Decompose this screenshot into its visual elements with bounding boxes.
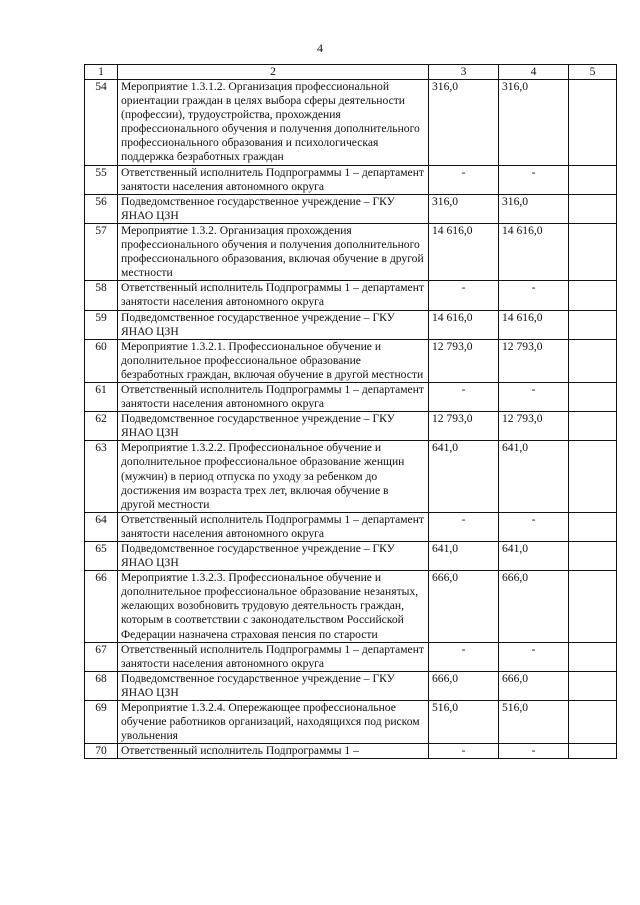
row-number: 62 [85,412,118,441]
row-value-col5 [569,441,617,512]
table-row [85,671,617,700]
row-value-col4: 666,0 [499,671,569,700]
row-description: Ответственный исполнитель Подпрограммы 1 – департамент занятости населения автономного округа [118,512,429,541]
row-value-col5 [569,701,617,744]
page-number: 4 [317,41,323,55]
row-value-col4: 14 616,0 [499,310,569,339]
table-row [85,542,617,571]
table-row [85,80,617,166]
row-value-col4: - [499,165,569,194]
row-number: 59 [85,310,118,339]
header-cell-5: 5 [569,65,617,80]
row-value-col5 [569,412,617,441]
row-value-col5 [569,194,617,223]
row-value-col5 [569,80,617,166]
row-value-col3: 12 793,0 [429,339,499,382]
row-value-col3: 666,0 [429,571,499,642]
row-value-col3: - [429,281,499,310]
row-value-col5 [569,512,617,541]
row-description: Мероприятие 1.3.2.4. Опережающее профессиональное обучение работников организаций, находящихся под риском увольнения [118,701,429,744]
row-number: 65 [85,542,118,571]
row-number: 68 [85,671,118,700]
header-row [85,65,617,80]
row-description: Мероприятие 1.3.2. Организация прохождения профессионального обучения и получения дополнительного профессионального образования, включая обучение в другой местности [118,223,429,280]
row-number: 66 [85,571,118,642]
row-number: 70 [85,744,118,759]
row-value-col3: 641,0 [429,542,499,571]
table-row [85,281,617,310]
table-row [85,412,617,441]
table-row [85,744,617,759]
row-number: 67 [85,642,118,671]
row-description: Ответственный исполнитель Подпрограммы 1 – департамент занятости населения автономного округа [118,382,429,411]
row-value-col5 [569,642,617,671]
row-number: 57 [85,223,118,280]
row-value-col4: 641,0 [499,441,569,512]
row-description: Подведомственное государственное учреждение – ГКУ ЯНАО ЦЗН [118,194,429,223]
row-value-col3: 316,0 [429,194,499,223]
row-value-col3: - [429,382,499,411]
row-value-col3: 516,0 [429,701,499,744]
header-cell-1: 1 [85,65,118,80]
table-row [85,512,617,541]
row-description: Подведомственное государственное учреждение – ГКУ ЯНАО ЦЗН [118,412,429,441]
table-body [85,80,617,759]
row-value-col5 [569,165,617,194]
header-cell-2: 2 [118,65,429,80]
row-value-col3: 12 793,0 [429,412,499,441]
row-value-col3: 14 616,0 [429,310,499,339]
row-value-col4: - [499,744,569,759]
row-number: 58 [85,281,118,310]
row-value-col4: 316,0 [499,194,569,223]
row-value-col5 [569,542,617,571]
row-value-col4: 12 793,0 [499,339,569,382]
row-value-col3: - [429,165,499,194]
row-value-col4: - [499,642,569,671]
table-row [85,310,617,339]
row-number: 69 [85,701,118,744]
row-description: Мероприятие 1.3.2.1. Профессиональное обучение и дополнительное профессиональное образование безработных граждан, включая обучение в другой местности [118,339,429,382]
row-number: 56 [85,194,118,223]
row-description: Ответственный исполнитель Подпрограммы 1 – департамент занятости населения автономного округа [118,642,429,671]
row-value-col4: 316,0 [499,80,569,166]
table-row [85,571,617,642]
row-value-col4: - [499,281,569,310]
row-value-col5 [569,223,617,280]
row-value-col5 [569,310,617,339]
row-description: Подведомственное государственное учреждение – ГКУ ЯНАО ЦЗН [118,310,429,339]
row-value-col3: - [429,744,499,759]
row-description: Подведомственное государственное учреждение – ГКУ ЯНАО ЦЗН [118,671,429,700]
row-value-col3: 14 616,0 [429,223,499,280]
row-number: 64 [85,512,118,541]
row-value-col3: 641,0 [429,441,499,512]
row-value-col5 [569,382,617,411]
table-row [85,382,617,411]
row-description: Ответственный исполнитель Подпрограммы 1 – [118,744,429,759]
row-value-col5 [569,339,617,382]
table-row [85,441,617,512]
budget-table [84,64,617,759]
table-row [85,223,617,280]
table-row [85,642,617,671]
row-value-col3: 316,0 [429,80,499,166]
header-cell-3: 3 [429,65,499,80]
row-description: Мероприятие 1.3.2.2. Профессиональное обучение и дополнительное профессиональное образование женщин (мужчин) в период отпуска по уходу за ребенком до достижения им возраста трех лет, включая обучение в другой местности [118,441,429,512]
row-value-col5 [569,571,617,642]
header-cell-4: 4 [499,65,569,80]
row-value-col3: 666,0 [429,671,499,700]
row-number: 63 [85,441,118,512]
row-value-col4: - [499,382,569,411]
row-value-col5 [569,281,617,310]
row-value-col5 [569,671,617,700]
row-value-col3: - [429,512,499,541]
row-number: 60 [85,339,118,382]
row-value-col5 [569,744,617,759]
table-row [85,165,617,194]
row-number: 54 [85,80,118,166]
row-description: Мероприятие 1.3.2.3. Профессиональное обучение и дополнительное профессиональное образование незанятых, желающих возобновить трудовую деятельность граждан, которым в соответствии с законодательством Российской Федерации назначена страховая пенсия по старости [118,571,429,642]
row-value-col4: - [499,512,569,541]
row-value-col4: 14 616,0 [499,223,569,280]
table-row [85,194,617,223]
row-number: 55 [85,165,118,194]
row-number: 61 [85,382,118,411]
row-value-col4: 641,0 [499,542,569,571]
row-value-col4: 516,0 [499,701,569,744]
row-value-col3: - [429,642,499,671]
row-description: Ответственный исполнитель Подпрограммы 1 – департамент занятости населения автономного округа [118,281,429,310]
row-description: Подведомственное государственное учреждение – ГКУ ЯНАО ЦЗН [118,542,429,571]
table-row [85,701,617,744]
table-row [85,339,617,382]
row-description: Мероприятие 1.3.1.2. Организация профессиональной ориентации граждан в целях выбора сферы деятельности (профессии), трудоустройства, прохождения профессионального обучения и получения дополнительного профессионального образования и психологическая поддержка безработных граждан [118,80,429,166]
row-value-col4: 12 793,0 [499,412,569,441]
row-value-col4: 666,0 [499,571,569,642]
row-description: Ответственный исполнитель Подпрограммы 1 – департамент занятости населения автономного округа [118,165,429,194]
